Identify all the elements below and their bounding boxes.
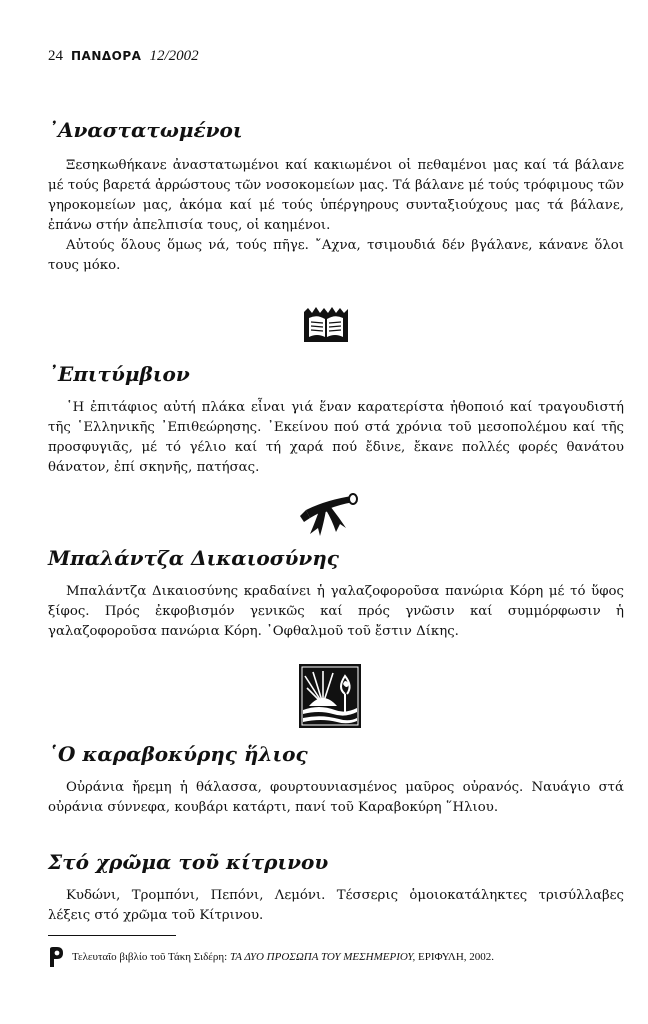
section-title: Μπαλάντζα Δικαιοσύνης bbox=[48, 546, 339, 570]
page-header bbox=[48, 44, 199, 68]
section-title: ῾Ο καραβοκύρης ἥλιος bbox=[48, 742, 308, 766]
footnote bbox=[48, 946, 494, 968]
section-kitrinou bbox=[48, 850, 624, 926]
scroll-ribbon-icon bbox=[296, 490, 360, 538]
magazine-name: ΠΑΝΔΟΡΑ bbox=[71, 49, 142, 63]
section-title: Στό χρῶμα τοῦ κίτρινου bbox=[48, 850, 329, 874]
section-body bbox=[48, 886, 624, 926]
footnote-book-title: ΤΑ ΔΥΟ ΠΡΟΣΩΠΑ ΤΟΥ ΜΕΣΗΜΕΡΙΟΥ, bbox=[229, 951, 416, 963]
sunset-woodcut-icon bbox=[299, 664, 361, 728]
section-body bbox=[48, 156, 624, 276]
paragraph: ῾Η ἐπιτάφιος αὐτή πλάκα εἶναι γιά ἕναν καρατερίστα ἠθοποιό καί τραγουδιστή τῆς ῾Ελληνικῆς ᾽Επιθεώρησης. ᾽Εκείνου πού στά χρόνια τοῦ μεσοπολέμου καί τῆς προσφυγιᾶς, μέ τό γέλιο καί τή χαρά πού ἔδινε, ἔκανε πολλές φορές θανάτου θάνατον, ἐπί σκηνῆς, πατήσας. bbox=[48, 400, 624, 475]
paragraph: Μπαλάντζα Δικαιοσύνης κραδαίνει ἡ γαλαζοφοροῦσα πανώρια Κόρη μέ τό ὕφος ξίφος. Πρός ἐκφοβισμόν γενικῶς καί πρός γνῶσιν καί συμμόρφωσιν ἡ γαλαζοφοροῦσα πανώρια Κόρη. ᾽Οφθαλμοῦ τοῦ ἔστιν Δίκης. bbox=[48, 584, 624, 639]
section-body bbox=[48, 778, 624, 818]
section-title: ᾽Αναστατωμένοι bbox=[48, 118, 243, 142]
section-title: ᾽Επιτύμβιον bbox=[48, 362, 190, 386]
magazine-logo bbox=[71, 49, 141, 63]
section-body bbox=[48, 582, 624, 642]
paragraph: Οὐράνια ἤρεμη ἡ θάλασσα, φουρτουνιασμένος μαῦρος οὐρανός. Ναυάγιο στά οὐράνια σύννεφα, κουβάρι κατάρτι, πανί τοῦ Καραβοκύρη ῞Ηλιου. bbox=[48, 780, 624, 815]
section-anastatomenoi bbox=[48, 118, 624, 276]
footnote-rule bbox=[48, 935, 176, 936]
paragraph: Ξεσηκωθήκανε ἀναστατωμένοι καί κακιωμένοι οἱ πεθαμένοι μας καί τά βάλανε μέ τούς βαρετά ἀρρώστους τῶν νοσοκομείων μας. Τά βάλανε μέ τούς τρόφιμους τῶν γηροκομείων μας, ἀκόμα καί μέ τούς ὑπέργηρους συνταξιούχους μας τά βάλανε, ἐπάνω στήν ἀπελπισία τους, οἱ καημένοι. bbox=[48, 158, 624, 233]
paragraph: Αὐτούς ὅλους ὅμως νά, τούς πῆγε. ῎Αχνα, τσιμουδιά δέν βγάλανε, κάνανε ὅλοι τους μόκο. bbox=[48, 238, 624, 273]
issue-label: 12/2002 bbox=[149, 47, 199, 64]
page-number: 24 bbox=[48, 47, 63, 64]
section-karavokyris bbox=[48, 742, 624, 818]
open-book-icon bbox=[300, 304, 352, 348]
paragraph: Κυδώνι, Τρομπόνι, Πεπόνι, Λεμόνι. Τέσσερις ὁμοιοκατάληκτες τρισύλλαβες λέξεις στό χρῶμα τοῦ Κίτρινου. bbox=[48, 888, 624, 923]
section-balantza bbox=[48, 546, 624, 642]
section-epitymvion bbox=[48, 362, 624, 478]
section-body bbox=[48, 398, 624, 478]
pandora-p-icon bbox=[48, 946, 64, 968]
footnote-prefix: Τελευταῖο βιβλίο τοῦ Τάκη Σιδέρη: bbox=[72, 951, 228, 963]
footnote-publisher: ΕΡΙΦΥΛΗ, 2002. bbox=[418, 951, 495, 963]
